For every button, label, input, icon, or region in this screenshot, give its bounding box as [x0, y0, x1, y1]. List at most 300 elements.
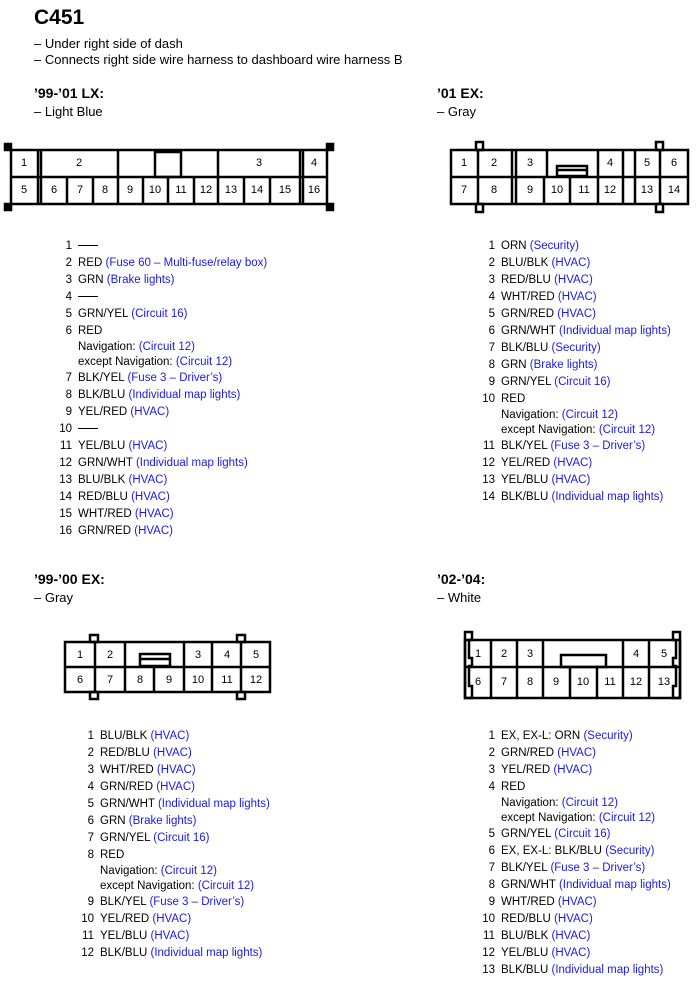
circuit-link[interactable]: (HVAC) [557, 747, 596, 759]
pin-row [65, 306, 267, 323]
circuit-link[interactable]: (Individual map lights) [551, 964, 664, 976]
wire-color: RED/BLU [78, 491, 128, 503]
pin-row [488, 745, 671, 762]
cavity-label: 3 [194, 649, 202, 661]
pin-number: 10 [59, 423, 72, 435]
pin-number: 15 [59, 508, 72, 520]
pin-number: 13 [59, 474, 72, 486]
variant-label: except Navigation: [78, 356, 173, 368]
pin-number: 7 [87, 832, 94, 844]
cavity-label: 14 [667, 184, 681, 196]
cavity-label: 8 [136, 674, 144, 686]
pin-row [488, 340, 671, 357]
circuit-link[interactable]: (Circuit 16) [131, 308, 188, 320]
circuit-link[interactable]: (Circuit 12) [598, 424, 656, 436]
cavity-label: 12 [629, 676, 643, 688]
pin-row [87, 745, 270, 762]
cavity-label: 1 [474, 648, 482, 660]
pin-row [59, 472, 267, 489]
cavity-label: 13 [657, 676, 671, 688]
variant-label: except Navigation: [501, 812, 596, 824]
cavity-label: 8 [101, 184, 109, 196]
circuit-link[interactable]: (HVAC) [128, 474, 168, 486]
pin-number: 1 [488, 730, 495, 742]
pin-number: 8 [87, 849, 94, 861]
wire-color: GRN [78, 274, 104, 286]
wire-color: GRN/RED [100, 781, 154, 793]
cavity-label: 15 [278, 184, 292, 196]
pin-row [482, 489, 671, 506]
pin-row [65, 255, 268, 272]
pin-number: 4 [488, 781, 495, 793]
pin-number: 2 [488, 747, 495, 759]
circuit-link[interactable]: (Individual map lights) [128, 389, 241, 401]
pin-number: 2 [65, 257, 72, 269]
pin-variant-row [501, 423, 671, 438]
connector-diagram-ex01 [440, 138, 700, 218]
circuit-link[interactable]: (Individual map lights) [150, 947, 263, 959]
pin-number: 12 [482, 457, 495, 469]
cavity-label: 12 [603, 184, 617, 196]
circuit-link[interactable]: (HVAC) [553, 764, 593, 776]
cavity-label: 13 [640, 184, 654, 196]
pin-number: 12 [81, 947, 94, 959]
wire-color: RED/BLU [501, 913, 551, 925]
pin-number: 10 [81, 913, 94, 925]
cavity-label: 9 [126, 184, 134, 196]
wire-color: BLK/BLU [501, 964, 549, 976]
cavity-label: 10 [550, 184, 564, 196]
pin-row [59, 455, 267, 472]
wire-color: YEL/RED [501, 764, 551, 776]
cavity-label: 10 [576, 676, 590, 688]
pin-number: 5 [65, 308, 72, 320]
pin-row [488, 357, 671, 374]
pin-row [488, 289, 671, 306]
pin-row [488, 306, 671, 323]
wire-color: RED/BLU [100, 747, 150, 759]
wire-color: GRN/WHT [501, 879, 556, 891]
pin-number: 8 [488, 879, 495, 891]
wire-color: BLK/YEL [501, 440, 548, 452]
variant-label: Navigation: [501, 797, 559, 809]
pin-variant-row [78, 340, 267, 355]
unused-pin-dash [78, 428, 98, 429]
pin-number: 7 [488, 862, 495, 874]
circuit-link[interactable]: (Circuit 12) [160, 865, 217, 877]
cavity-label: 4 [606, 157, 614, 169]
cavity-label: 2 [106, 649, 114, 661]
pin-number: 8 [65, 389, 72, 401]
circuit-link[interactable]: (Fuse 3 – Driver’s) [550, 862, 646, 874]
circuit-link[interactable]: (HVAC) [551, 947, 591, 959]
pin-number: 7 [488, 342, 495, 354]
wire-color: BLK/YEL [501, 862, 548, 874]
cavity-label: 3 [526, 157, 534, 169]
section-title-ex01: ’01 EX: [437, 85, 484, 101]
circuit-link[interactable]: (Security) [529, 240, 579, 252]
wire-color: GRN/YEL [100, 832, 151, 844]
connector-diagram-ex99 [55, 630, 285, 705]
circuit-link[interactable]: (HVAC) [156, 764, 196, 776]
pin-number: 12 [482, 947, 495, 959]
cavity-label: 10 [148, 184, 162, 196]
wire-color: EX, EX-L: ORN [501, 730, 581, 742]
circuit-link[interactable]: (Circuit 12) [138, 341, 195, 353]
pin-number: 4 [65, 291, 72, 303]
circuit-link[interactable]: (Security) [583, 730, 633, 742]
pin-row [59, 506, 267, 523]
wire-color: BLK/BLU [501, 491, 549, 503]
pin-row [87, 847, 270, 864]
circuit-link[interactable]: (HVAC) [130, 406, 170, 418]
cavity-label: 11 [578, 184, 590, 196]
pin-number: 6 [488, 845, 495, 857]
pin-row [488, 728, 671, 745]
pin-row [65, 404, 267, 421]
circuit-link[interactable]: (Security) [551, 342, 601, 354]
pin-number: 10 [482, 393, 495, 405]
wire-color: GRN/YEL [501, 376, 552, 388]
wire-color: GRN/RED [78, 525, 132, 537]
wire-color: YEL/RED [78, 406, 128, 418]
circuit-link[interactable]: (HVAC) [150, 930, 190, 942]
cavity-label: 2 [75, 157, 83, 169]
circuit-link[interactable]: (HVAC) [553, 457, 593, 469]
circuit-link[interactable]: (Circuit 16) [554, 828, 611, 840]
pin-variant-row [501, 811, 671, 826]
wire-color: GRN [501, 359, 527, 371]
cavity-label: 9 [165, 674, 173, 686]
wire-color: GRN/WHT [100, 798, 155, 810]
pin-number: 11 [60, 440, 72, 452]
pin-number: 6 [488, 325, 495, 337]
circuit-link[interactable]: (Individual map lights) [551, 491, 664, 503]
circuit-link[interactable]: (Individual map lights) [157, 798, 270, 810]
cavity-label: 5 [660, 648, 668, 660]
pin-number: 13 [482, 964, 495, 976]
circuit-link[interactable]: (Circuit 12) [598, 812, 656, 824]
pin-number: 11 [483, 930, 495, 942]
cavity-label: 14 [250, 184, 264, 196]
pin-row [488, 272, 671, 289]
cavity-label: 4 [632, 648, 640, 660]
cavity-label: 6 [76, 674, 84, 686]
wire-color: BLU/BLK [100, 730, 148, 742]
wire-color: RED [501, 393, 526, 405]
circuit-link[interactable]: (HVAC) [156, 781, 195, 793]
circuit-link[interactable]: (Circuit 16) [554, 376, 611, 388]
cavity-label: 11 [604, 676, 616, 688]
connector-diagram-y02 [455, 628, 690, 708]
pin-row [482, 962, 671, 979]
wire-color: YEL/BLU [100, 930, 148, 942]
cavity-label: 2 [500, 648, 508, 660]
pin-number: 1 [488, 240, 495, 252]
variant-label: Navigation: [78, 341, 136, 353]
circuit-link[interactable]: (Individual map lights) [558, 879, 671, 891]
pin-number: 2 [87, 747, 94, 759]
pin-row [483, 928, 671, 945]
pin-row [482, 472, 671, 489]
variant-label: except Navigation: [501, 424, 596, 436]
pin-row [59, 489, 267, 506]
cavity-label: 7 [460, 184, 468, 196]
pin-row [87, 728, 270, 745]
pin-variant-row [501, 408, 671, 423]
pin-row [87, 779, 270, 796]
pin-row [482, 945, 671, 962]
wire-color: RED/BLU [501, 274, 551, 286]
pin-number: 11 [82, 930, 94, 942]
pin-number: 13 [482, 474, 495, 486]
circuit-link[interactable]: (HVAC) [153, 747, 192, 759]
circuit-link[interactable]: (Circuit 16) [153, 832, 210, 844]
pin-row [65, 238, 267, 255]
pin-number: 1 [65, 240, 72, 252]
section-color-ex01: – Gray [437, 104, 477, 119]
wire-color: BLU/BLK [501, 257, 549, 269]
wire-color: GRN [100, 815, 126, 827]
pin-row [87, 796, 270, 813]
circuit-link[interactable]: (Brake lights) [128, 815, 197, 827]
cavity-label: 5 [643, 157, 651, 169]
variant-label: Navigation: [501, 409, 559, 421]
connector-title: C451 [34, 6, 85, 29]
pin-row [60, 438, 267, 455]
cavity-label: 1 [76, 649, 84, 661]
pin-number: 14 [482, 491, 495, 503]
pin-row [488, 323, 671, 340]
pin-row [87, 762, 270, 779]
circuit-link[interactable]: (Circuit 12) [561, 797, 618, 809]
pin-number: 6 [87, 815, 94, 827]
pin-number: 16 [59, 525, 72, 537]
circuit-link[interactable]: (HVAC) [134, 508, 174, 520]
wire-color: WHT/RED [78, 508, 132, 520]
pin-number: 9 [65, 406, 72, 418]
pin-number: 8 [488, 359, 495, 371]
circuit-link[interactable]: (Brake lights) [106, 274, 175, 286]
pin-row [488, 374, 671, 391]
cavity-label: 2 [490, 157, 498, 169]
pin-number: 7 [65, 372, 72, 384]
pin-number: 11 [483, 440, 495, 452]
cavity-label: 12 [199, 184, 213, 196]
pin-row [488, 826, 671, 843]
wire-color: YEL/RED [501, 457, 551, 469]
wire-color: WHT/RED [501, 896, 555, 908]
section-color-lx: – Light Blue [34, 104, 103, 119]
pin-row [488, 238, 671, 255]
pin-row [488, 894, 671, 911]
circuit-link[interactable]: (Fuse 3 – Driver’s) [149, 896, 245, 908]
cavity-label: 9 [552, 676, 560, 688]
cavity-label: 8 [526, 676, 534, 688]
circuit-link[interactable]: (Fuse 60 – Multi-fuse/relay box) [105, 257, 268, 269]
wire-color: RED [501, 781, 526, 793]
section-title-ex99: ’99-’00 EX: [34, 571, 105, 587]
variant-label: Navigation: [100, 865, 158, 877]
cavity-label: 1 [460, 157, 468, 169]
pin-row [81, 911, 270, 928]
wire-color: YEL/BLU [501, 947, 549, 959]
circuit-link[interactable]: (HVAC) [128, 440, 168, 452]
pin-number: 6 [65, 325, 72, 337]
circuit-link[interactable]: (HVAC) [150, 730, 190, 742]
wire-color: ORN [501, 240, 527, 252]
wire-color: GRN/YEL [78, 308, 129, 320]
circuit-link[interactable]: (Circuit 12) [561, 409, 618, 421]
pin-variant-row [100, 879, 270, 894]
cavity-label: 7 [76, 184, 84, 196]
cavity-label: 11 [221, 674, 233, 686]
pin-row [65, 323, 267, 340]
pin-row [488, 779, 671, 796]
pin-number: 10 [482, 913, 495, 925]
unused-pin-dash [78, 245, 98, 246]
pin-row [65, 387, 267, 404]
section-title-y02: ’02-’04: [437, 571, 486, 587]
wire-color: YEL/BLU [78, 440, 126, 452]
wire-color: GRN/RED [501, 308, 555, 320]
circuit-link[interactable]: (HVAC) [551, 930, 591, 942]
circuit-link[interactable]: (Circuit 12) [197, 880, 255, 892]
wire-color: BLK/BLU [78, 389, 126, 401]
circuit-link[interactable]: (HVAC) [557, 308, 596, 320]
circuit-link[interactable]: (Circuit 12) [175, 356, 233, 368]
cavity-label: 13 [224, 184, 238, 196]
pin-row [65, 272, 267, 289]
pin-number: 3 [488, 764, 495, 776]
wire-color: BLK/BLU [100, 947, 148, 959]
pin-row [488, 877, 671, 894]
pin-list-y02 [482, 728, 671, 979]
pin-row [82, 928, 270, 945]
pin-row [482, 911, 671, 928]
pin-number: 1 [87, 730, 94, 742]
circuit-link[interactable]: (HVAC) [131, 491, 170, 503]
cavity-label: 11 [175, 184, 187, 196]
pin-row [482, 391, 671, 408]
connector-diagram-lx [0, 138, 340, 218]
pin-row [488, 255, 671, 272]
circuit-link[interactable]: (Brake lights) [529, 359, 598, 371]
cavity-label: 8 [490, 184, 498, 196]
wire-color: GRN/WHT [78, 457, 133, 469]
pin-variant-row [100, 864, 270, 879]
cavity-label: 7 [106, 674, 114, 686]
circuit-link[interactable]: (Security) [605, 845, 655, 857]
pin-number: 2 [488, 257, 495, 269]
pin-number: 4 [488, 291, 495, 303]
cavity-label: 16 [307, 184, 321, 196]
pin-variant-row [78, 355, 267, 370]
section-title-lx: ’99-’01 LX: [34, 85, 105, 101]
section-color-y02: – White [437, 590, 482, 605]
cavity-label: 6 [670, 157, 678, 169]
pin-number: 9 [488, 376, 495, 388]
pin-row [59, 421, 267, 438]
pin-row [87, 894, 270, 911]
connection-note: – Connects right side wire harness to dashboard wire harness B [34, 52, 403, 67]
pin-list-lx [59, 238, 268, 540]
cavity-label: 3 [255, 157, 263, 169]
circuit-link[interactable]: (Individual map lights) [558, 325, 671, 337]
pin-variant-row [501, 796, 671, 811]
pin-row [59, 523, 267, 540]
wire-color: BLK/YEL [78, 372, 125, 384]
pin-number: 5 [488, 828, 495, 840]
cavity-label: 6 [474, 676, 482, 688]
pin-number: 3 [65, 274, 72, 286]
circuit-link[interactable]: (HVAC) [134, 525, 173, 537]
cavity-label: 5 [252, 649, 260, 661]
wire-color: RED [100, 849, 125, 861]
wire-color: RED [78, 325, 103, 337]
cavity-label: 4 [223, 649, 231, 661]
cavity-label: 1 [20, 157, 28, 169]
pin-row [87, 830, 270, 847]
cavity-label: 12 [249, 674, 263, 686]
cavity-label: 3 [526, 648, 534, 660]
circuit-link[interactable]: (Fuse 3 – Driver’s) [550, 440, 646, 452]
wire-color: YEL/BLU [501, 474, 549, 486]
pin-number: 4 [87, 781, 94, 793]
pin-number: 12 [59, 457, 72, 469]
pin-number: 5 [87, 798, 94, 810]
cavity-label: 9 [526, 184, 534, 196]
pin-row [488, 762, 671, 779]
wire-color: GRN/WHT [501, 325, 556, 337]
wire-color: WHT/RED [501, 291, 555, 303]
pin-number: 14 [59, 491, 72, 503]
pin-number: 9 [488, 896, 495, 908]
variant-label: except Navigation: [100, 880, 195, 892]
pin-row [488, 843, 671, 860]
pin-number: 3 [87, 764, 94, 776]
pin-number: 5 [488, 308, 495, 320]
circuit-link[interactable]: (HVAC) [554, 274, 593, 286]
cavity-label: 10 [191, 674, 205, 686]
cavity-label: 4 [310, 157, 318, 169]
pin-row [65, 289, 267, 306]
pin-row [87, 813, 270, 830]
pin-list-ex01 [482, 238, 671, 506]
circuit-link[interactable]: (HVAC) [551, 257, 591, 269]
pin-list-ex99 [81, 728, 270, 962]
circuit-link[interactable]: (HVAC) [554, 913, 593, 925]
wire-color: YEL/RED [100, 913, 150, 925]
circuit-link[interactable]: (HVAC) [557, 291, 597, 303]
cavity-label: 6 [50, 184, 58, 196]
wire-color: BLK/BLU [501, 342, 549, 354]
circuit-link[interactable]: (Individual map lights) [135, 457, 248, 469]
wire-color: GRN/YEL [501, 828, 552, 840]
circuit-link[interactable]: (HVAC) [551, 474, 591, 486]
pin-row [65, 370, 267, 387]
circuit-link[interactable]: (Fuse 3 – Driver’s) [127, 372, 223, 384]
pin-row [483, 438, 671, 455]
wire-color: BLU/BLK [78, 474, 126, 486]
circuit-link[interactable]: (HVAC) [152, 913, 192, 925]
wire-color: WHT/RED [100, 764, 154, 776]
circuit-link[interactable]: (HVAC) [557, 896, 597, 908]
cavity-label: 7 [500, 676, 508, 688]
wire-color: BLK/YEL [100, 896, 147, 908]
unused-pin-dash [78, 296, 98, 297]
pin-row [482, 455, 671, 472]
